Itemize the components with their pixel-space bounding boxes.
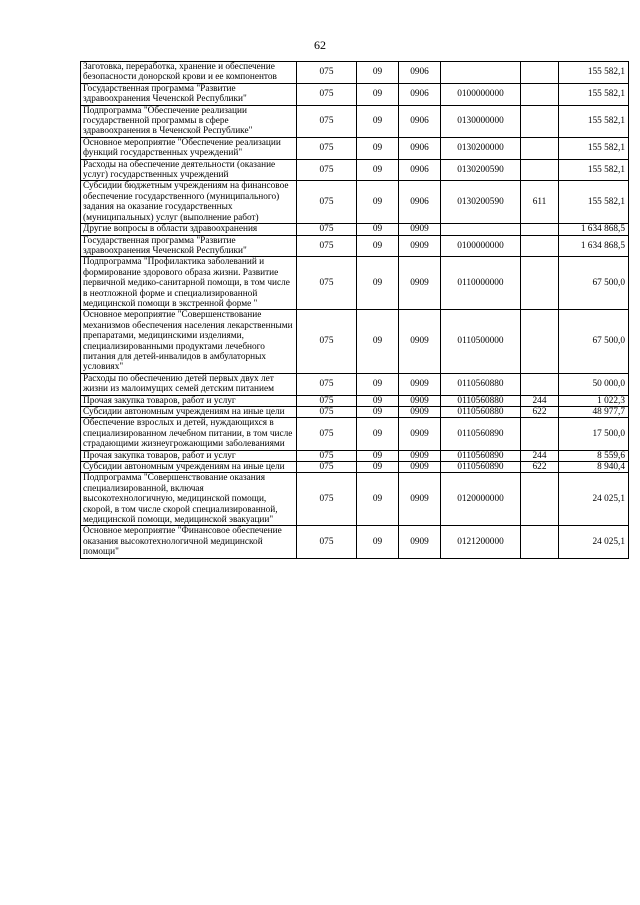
ministry-code-cell: 075 — [297, 462, 357, 473]
section-code-cell: 09 — [357, 450, 399, 461]
row-name-cell: Государственная программа "Развитие здравоохранения Чеченской Республики" — [81, 235, 297, 257]
table-row — [81, 181, 629, 224]
table-row — [81, 373, 629, 395]
row-name-cell: Государственная программа "Развитие здравоохранения Чеченской Республики" — [81, 83, 297, 105]
table-row — [81, 105, 629, 137]
amount-cell: 24 025,1 — [559, 526, 629, 558]
expense-type-cell — [521, 224, 559, 235]
table-row — [81, 235, 629, 257]
table-row — [81, 224, 629, 235]
table-row — [81, 473, 629, 526]
ministry-code-cell: 075 — [297, 105, 357, 137]
target-article-cell: 0130200000 — [441, 137, 521, 159]
subsection-code-cell: 0909 — [399, 257, 441, 310]
amount-cell: 1 022,3 — [559, 395, 629, 406]
section-code-cell: 09 — [357, 418, 399, 450]
subsection-code-cell: 0909 — [399, 407, 441, 418]
section-code-cell: 09 — [357, 310, 399, 373]
amount-cell: 1 634 868,5 — [559, 235, 629, 257]
expense-type-cell — [521, 418, 559, 450]
table-row — [81, 310, 629, 373]
ministry-code-cell: 075 — [297, 418, 357, 450]
ministry-code-cell: 075 — [297, 159, 357, 181]
subsection-code-cell: 0906 — [399, 105, 441, 137]
target-article-cell: 0110560880 — [441, 407, 521, 418]
row-name-cell: Подпрограмма "Совершенствование оказания специализированной, включая высокотехнологичную, медицинской помощи, скорой, в том числе скорой специализированной, медицинской помощи, медицинской эвакуации" — [81, 473, 297, 526]
expense-type-cell — [521, 159, 559, 181]
row-name-cell: Заготовка, переработка, хранение и обеспечение безопасности донорской крови и ее компонентов — [81, 62, 297, 84]
target-article-cell: 0130200590 — [441, 159, 521, 181]
subsection-code-cell: 0909 — [399, 450, 441, 461]
ministry-code-cell: 075 — [297, 83, 357, 105]
target-article-cell: 0120000000 — [441, 473, 521, 526]
target-article-cell: 0130200590 — [441, 181, 521, 224]
ministry-code-cell: 075 — [297, 224, 357, 235]
target-article-cell: 0100000000 — [441, 83, 521, 105]
ministry-code-cell: 075 — [297, 407, 357, 418]
subsection-code-cell: 0909 — [399, 395, 441, 406]
page-number: 62 — [314, 38, 326, 52]
section-code-cell: 09 — [357, 235, 399, 257]
section-code-cell: 09 — [357, 257, 399, 310]
expense-type-cell — [521, 105, 559, 137]
subsection-code-cell: 0906 — [399, 137, 441, 159]
row-name-cell: Субсидии бюджетным учреждениям на финансовое обеспечение государственного (муниципального) задания на оказание государственных (муниципальных) услуг (выполнение работ) — [81, 181, 297, 224]
amount-cell: 67 500,0 — [559, 310, 629, 373]
expense-type-cell — [521, 235, 559, 257]
expense-type-cell — [521, 526, 559, 558]
target-article-cell: 0110560880 — [441, 373, 521, 395]
table-row — [81, 526, 629, 558]
expense-type-cell: 611 — [521, 181, 559, 224]
ministry-code-cell: 075 — [297, 526, 357, 558]
section-code-cell: 09 — [357, 137, 399, 159]
section-code-cell: 09 — [357, 462, 399, 473]
amount-cell: 8 940,4 — [559, 462, 629, 473]
row-name-cell: Расходы на обеспечение деятельности (оказание услуг) государственных учреждений — [81, 159, 297, 181]
section-code-cell: 09 — [357, 473, 399, 526]
target-article-cell: 0110560890 — [441, 462, 521, 473]
target-article-cell: 0110500000 — [441, 310, 521, 373]
ministry-code-cell: 075 — [297, 395, 357, 406]
ministry-code-cell: 075 — [297, 450, 357, 461]
subsection-code-cell: 0909 — [399, 462, 441, 473]
row-name-cell: Прочая закупка товаров, работ и услуг — [81, 395, 297, 406]
amount-cell: 24 025,1 — [559, 473, 629, 526]
expense-type-cell: 622 — [521, 407, 559, 418]
subsection-code-cell: 0909 — [399, 310, 441, 373]
section-code-cell: 09 — [357, 83, 399, 105]
row-name-cell: Субсидии автономным учреждениям на иные цели — [81, 462, 297, 473]
amount-cell: 1 634 868,5 — [559, 224, 629, 235]
table-row — [81, 62, 629, 84]
ministry-code-cell: 075 — [297, 473, 357, 526]
table-row — [81, 83, 629, 105]
expense-type-cell: 244 — [521, 395, 559, 406]
subsection-code-cell: 0909 — [399, 235, 441, 257]
section-code-cell: 09 — [357, 224, 399, 235]
row-name-cell: Другие вопросы в области здравоохранения — [81, 224, 297, 235]
ministry-code-cell: 075 — [297, 137, 357, 159]
subsection-code-cell: 0909 — [399, 224, 441, 235]
subsection-code-cell: 0909 — [399, 473, 441, 526]
row-name-cell: Основное мероприятие "Совершенствование механизмов обеспечения населения лекарственными препаратами, медицинскими изделиями, специализированными продуктами лечебного питания для детей-инвалидов в амбулаторных условиях" — [81, 310, 297, 373]
amount-cell: 50 000,0 — [559, 373, 629, 395]
row-name-cell: Основное мероприятие "Финансовое обеспечение оказания высокотехнологичной медицинской помощи" — [81, 526, 297, 558]
target-article-cell: 0110560890 — [441, 450, 521, 461]
table-row — [81, 407, 629, 418]
target-article-cell — [441, 224, 521, 235]
row-name-cell: Обеспечение взрослых и детей, нуждающихся в специализированном лечебном питании, в том числе страдающими жизнеугрожающими заболеваниями — [81, 418, 297, 450]
subsection-code-cell: 0906 — [399, 159, 441, 181]
section-code-cell: 09 — [357, 373, 399, 395]
subsection-code-cell: 0909 — [399, 373, 441, 395]
target-article-cell: 0110000000 — [441, 257, 521, 310]
amount-cell: 155 582,1 — [559, 105, 629, 137]
amount-cell: 67 500,0 — [559, 257, 629, 310]
row-name-cell: Расходы по обеспечению детей первых двух лет жизни из малоимущих семей детским питанием — [81, 373, 297, 395]
subsection-code-cell: 0906 — [399, 181, 441, 224]
budget-table — [80, 61, 629, 559]
expense-type-cell — [521, 473, 559, 526]
section-code-cell: 09 — [357, 105, 399, 137]
table-row — [81, 395, 629, 406]
target-article-cell: 0110560880 — [441, 395, 521, 406]
amount-cell: 155 582,1 — [559, 159, 629, 181]
row-name-cell: Прочая закупка товаров, работ и услуг — [81, 450, 297, 461]
target-article-cell: 0121200000 — [441, 526, 521, 558]
section-code-cell: 09 — [357, 526, 399, 558]
expense-type-cell — [521, 62, 559, 84]
amount-cell: 155 582,1 — [559, 83, 629, 105]
row-name-cell: Подпрограмма "Профилактика заболеваний и формирование здорового образа жизни. Развитие первичной медико-санитарной помощи, в том числе в неотложной форме и специализированной медицинской помощи в экстренной форме " — [81, 257, 297, 310]
target-article-cell — [441, 62, 521, 84]
section-code-cell: 09 — [357, 159, 399, 181]
expense-type-cell — [521, 310, 559, 373]
table-row — [81, 418, 629, 450]
section-code-cell: 09 — [357, 181, 399, 224]
table-row — [81, 137, 629, 159]
subsection-code-cell: 0906 — [399, 62, 441, 84]
table-row — [81, 159, 629, 181]
ministry-code-cell: 075 — [297, 257, 357, 310]
row-name-cell: Основное мероприятие "Обеспечение реализации функций государственных учреждений" — [81, 137, 297, 159]
section-code-cell: 09 — [357, 395, 399, 406]
table-row — [81, 257, 629, 310]
ministry-code-cell: 075 — [297, 373, 357, 395]
expense-type-cell: 244 — [521, 450, 559, 461]
table-row — [81, 462, 629, 473]
table-body — [81, 62, 629, 559]
subsection-code-cell: 0909 — [399, 418, 441, 450]
amount-cell: 8 559,6 — [559, 450, 629, 461]
target-article-cell: 0130000000 — [441, 105, 521, 137]
section-code-cell: 09 — [357, 407, 399, 418]
table-row — [81, 450, 629, 461]
ministry-code-cell: 075 — [297, 310, 357, 373]
subsection-code-cell: 0906 — [399, 83, 441, 105]
subsection-code-cell: 0909 — [399, 526, 441, 558]
target-article-cell: 0100000000 — [441, 235, 521, 257]
ministry-code-cell: 075 — [297, 62, 357, 84]
target-article-cell: 0110560890 — [441, 418, 521, 450]
ministry-code-cell: 075 — [297, 235, 357, 257]
amount-cell: 155 582,1 — [559, 62, 629, 84]
amount-cell: 17 500,0 — [559, 418, 629, 450]
expense-type-cell — [521, 83, 559, 105]
expense-type-cell — [521, 137, 559, 159]
expense-type-cell — [521, 257, 559, 310]
expense-type-cell: 622 — [521, 462, 559, 473]
row-name-cell: Субсидии автономным учреждениям на иные цели — [81, 407, 297, 418]
ministry-code-cell: 075 — [297, 181, 357, 224]
section-code-cell: 09 — [357, 62, 399, 84]
amount-cell: 155 582,1 — [559, 181, 629, 224]
row-name-cell: Подпрограмма "Обеспечение реализации государственной программы в сфере здравоохранения в Чеченской Республике" — [81, 105, 297, 137]
expense-type-cell — [521, 373, 559, 395]
amount-cell: 48 977,7 — [559, 407, 629, 418]
amount-cell: 155 582,1 — [559, 137, 629, 159]
